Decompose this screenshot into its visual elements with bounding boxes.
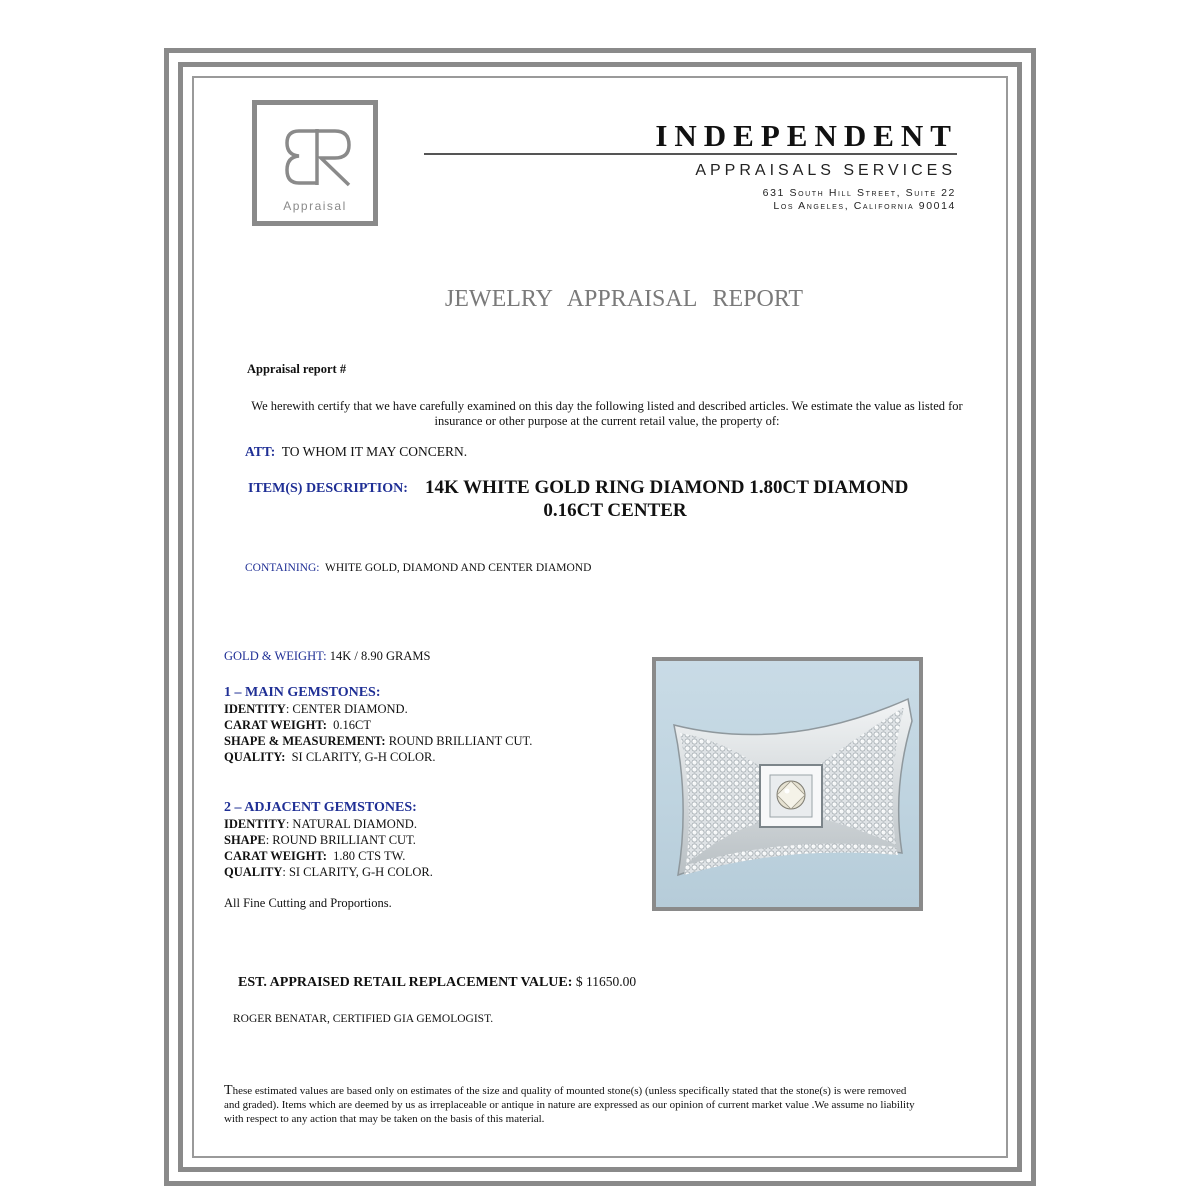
shape-label: SHAPE & MEASUREMENT: — [224, 734, 386, 748]
main-gemstones-title: 1 – MAIN GEMSTONES: — [224, 685, 381, 700]
brand-address — [560, 187, 956, 212]
containing-line — [245, 562, 591, 574]
identity-label: IDENTITY — [224, 817, 286, 831]
adjacent-gemstones-section — [224, 800, 433, 880]
gold-weight-label: GOLD & WEIGHT: — [224, 649, 327, 663]
identity-value: : NATURAL DIAMOND. — [285, 817, 417, 831]
item-description-line-1: 14K WHITE GOLD RING DIAMOND 1.80CT DIAMOND — [425, 477, 909, 498]
carat-value: 0.16CT — [333, 718, 372, 732]
disclaimer — [224, 1084, 924, 1126]
att-label: ATT: — [245, 444, 276, 459]
appraised-value-amount: $ 11650.00 — [575, 974, 637, 989]
appraised-value-label: EST. APPRAISED RETAIL REPLACEMENT VALUE: — [238, 975, 573, 990]
gold-weight-value: 14K / 8.90 GRAMS — [329, 649, 431, 663]
certification-text: We herewith certify that we have carefully examined on this day the following listed and described articles. We estimate the value as listed for insurance or other purpose at the current retail value, the property of: — [251, 399, 963, 428]
containing-value: WHITE GOLD, DIAMOND AND CENTER DIAMOND — [325, 562, 592, 574]
shape-value: : ROUND BRILLIANT CUT. — [265, 833, 416, 847]
ring-photo — [652, 657, 923, 911]
appraised-value-line — [238, 974, 636, 991]
brand-title: INDEPENDENT — [655, 118, 958, 153]
brand-subtitle: APPRAISALS SERVICES — [695, 162, 956, 179]
identity-value: : CENTER DIAMOND. — [285, 702, 408, 716]
shape-value: ROUND BRILLIANT CUT. — [388, 734, 533, 748]
quality-label: QUALITY — [224, 865, 283, 879]
fine-cutting-note: All Fine Cutting and Proportions. — [224, 896, 392, 910]
shape-label: SHAPE — [224, 833, 266, 847]
gold-weight-line — [224, 649, 430, 664]
brand-divider — [424, 153, 957, 155]
quality-value: SI CLARITY, G-H COLOR. — [291, 750, 436, 764]
att-value: TO WHOM IT MAY CONCERN. — [281, 444, 468, 459]
disclaimer-text: hese estimated values are based only on estimates of the size and quality of mounted stone(s) (unless specifically stated that the stone(s) is were removed and graded). Items which are deemed by us as irreplaceable or antique in nature are expressed as our opinion of current market value .We assume no liability with respect to any action that may be taken on the basis of this material. — [224, 1085, 915, 1125]
gemologist-signature-line: ROGER BENATAR, CERTIFIED GIA GEMOLOGIST. — [233, 1013, 494, 1025]
address-line-2: Los Angeles, California 90014 — [773, 199, 956, 212]
att-line — [245, 444, 467, 460]
address-line-1: 631 South Hill Street, Suite 22 — [762, 187, 956, 199]
report-title: JEWELRY APPRAISAL REPORT — [444, 286, 804, 312]
quality-value: : SI CLARITY, G-H COLOR. — [282, 865, 433, 879]
adjacent-gemstones-title: 2 – ADJACENT GEMSTONES: — [224, 800, 417, 815]
appraisal-logo — [252, 100, 378, 226]
br-monogram-icon — [279, 123, 359, 193]
quality-label: QUALITY: — [224, 750, 286, 764]
inner-frame-line — [192, 76, 1008, 1158]
carat-label: CARAT WEIGHT: — [224, 849, 327, 863]
disclaimer-initial: T — [224, 1083, 233, 1098]
item-description-line-2: 0.16CT CENTER — [543, 500, 687, 521]
report-number-label: Appraisal report # — [247, 362, 347, 376]
diamond-ring-image — [656, 661, 919, 907]
item-description-label: ITEM(S) DESCRIPTION: — [248, 481, 408, 496]
identity-label: IDENTITY — [224, 702, 286, 716]
carat-label: CARAT WEIGHT: — [224, 718, 327, 732]
main-gemstones-section — [224, 685, 532, 765]
carat-value: 1.80 CTS TW. — [333, 849, 406, 863]
logo-caption: Appraisal — [283, 199, 347, 213]
containing-label: CONTAINING: — [245, 562, 320, 574]
